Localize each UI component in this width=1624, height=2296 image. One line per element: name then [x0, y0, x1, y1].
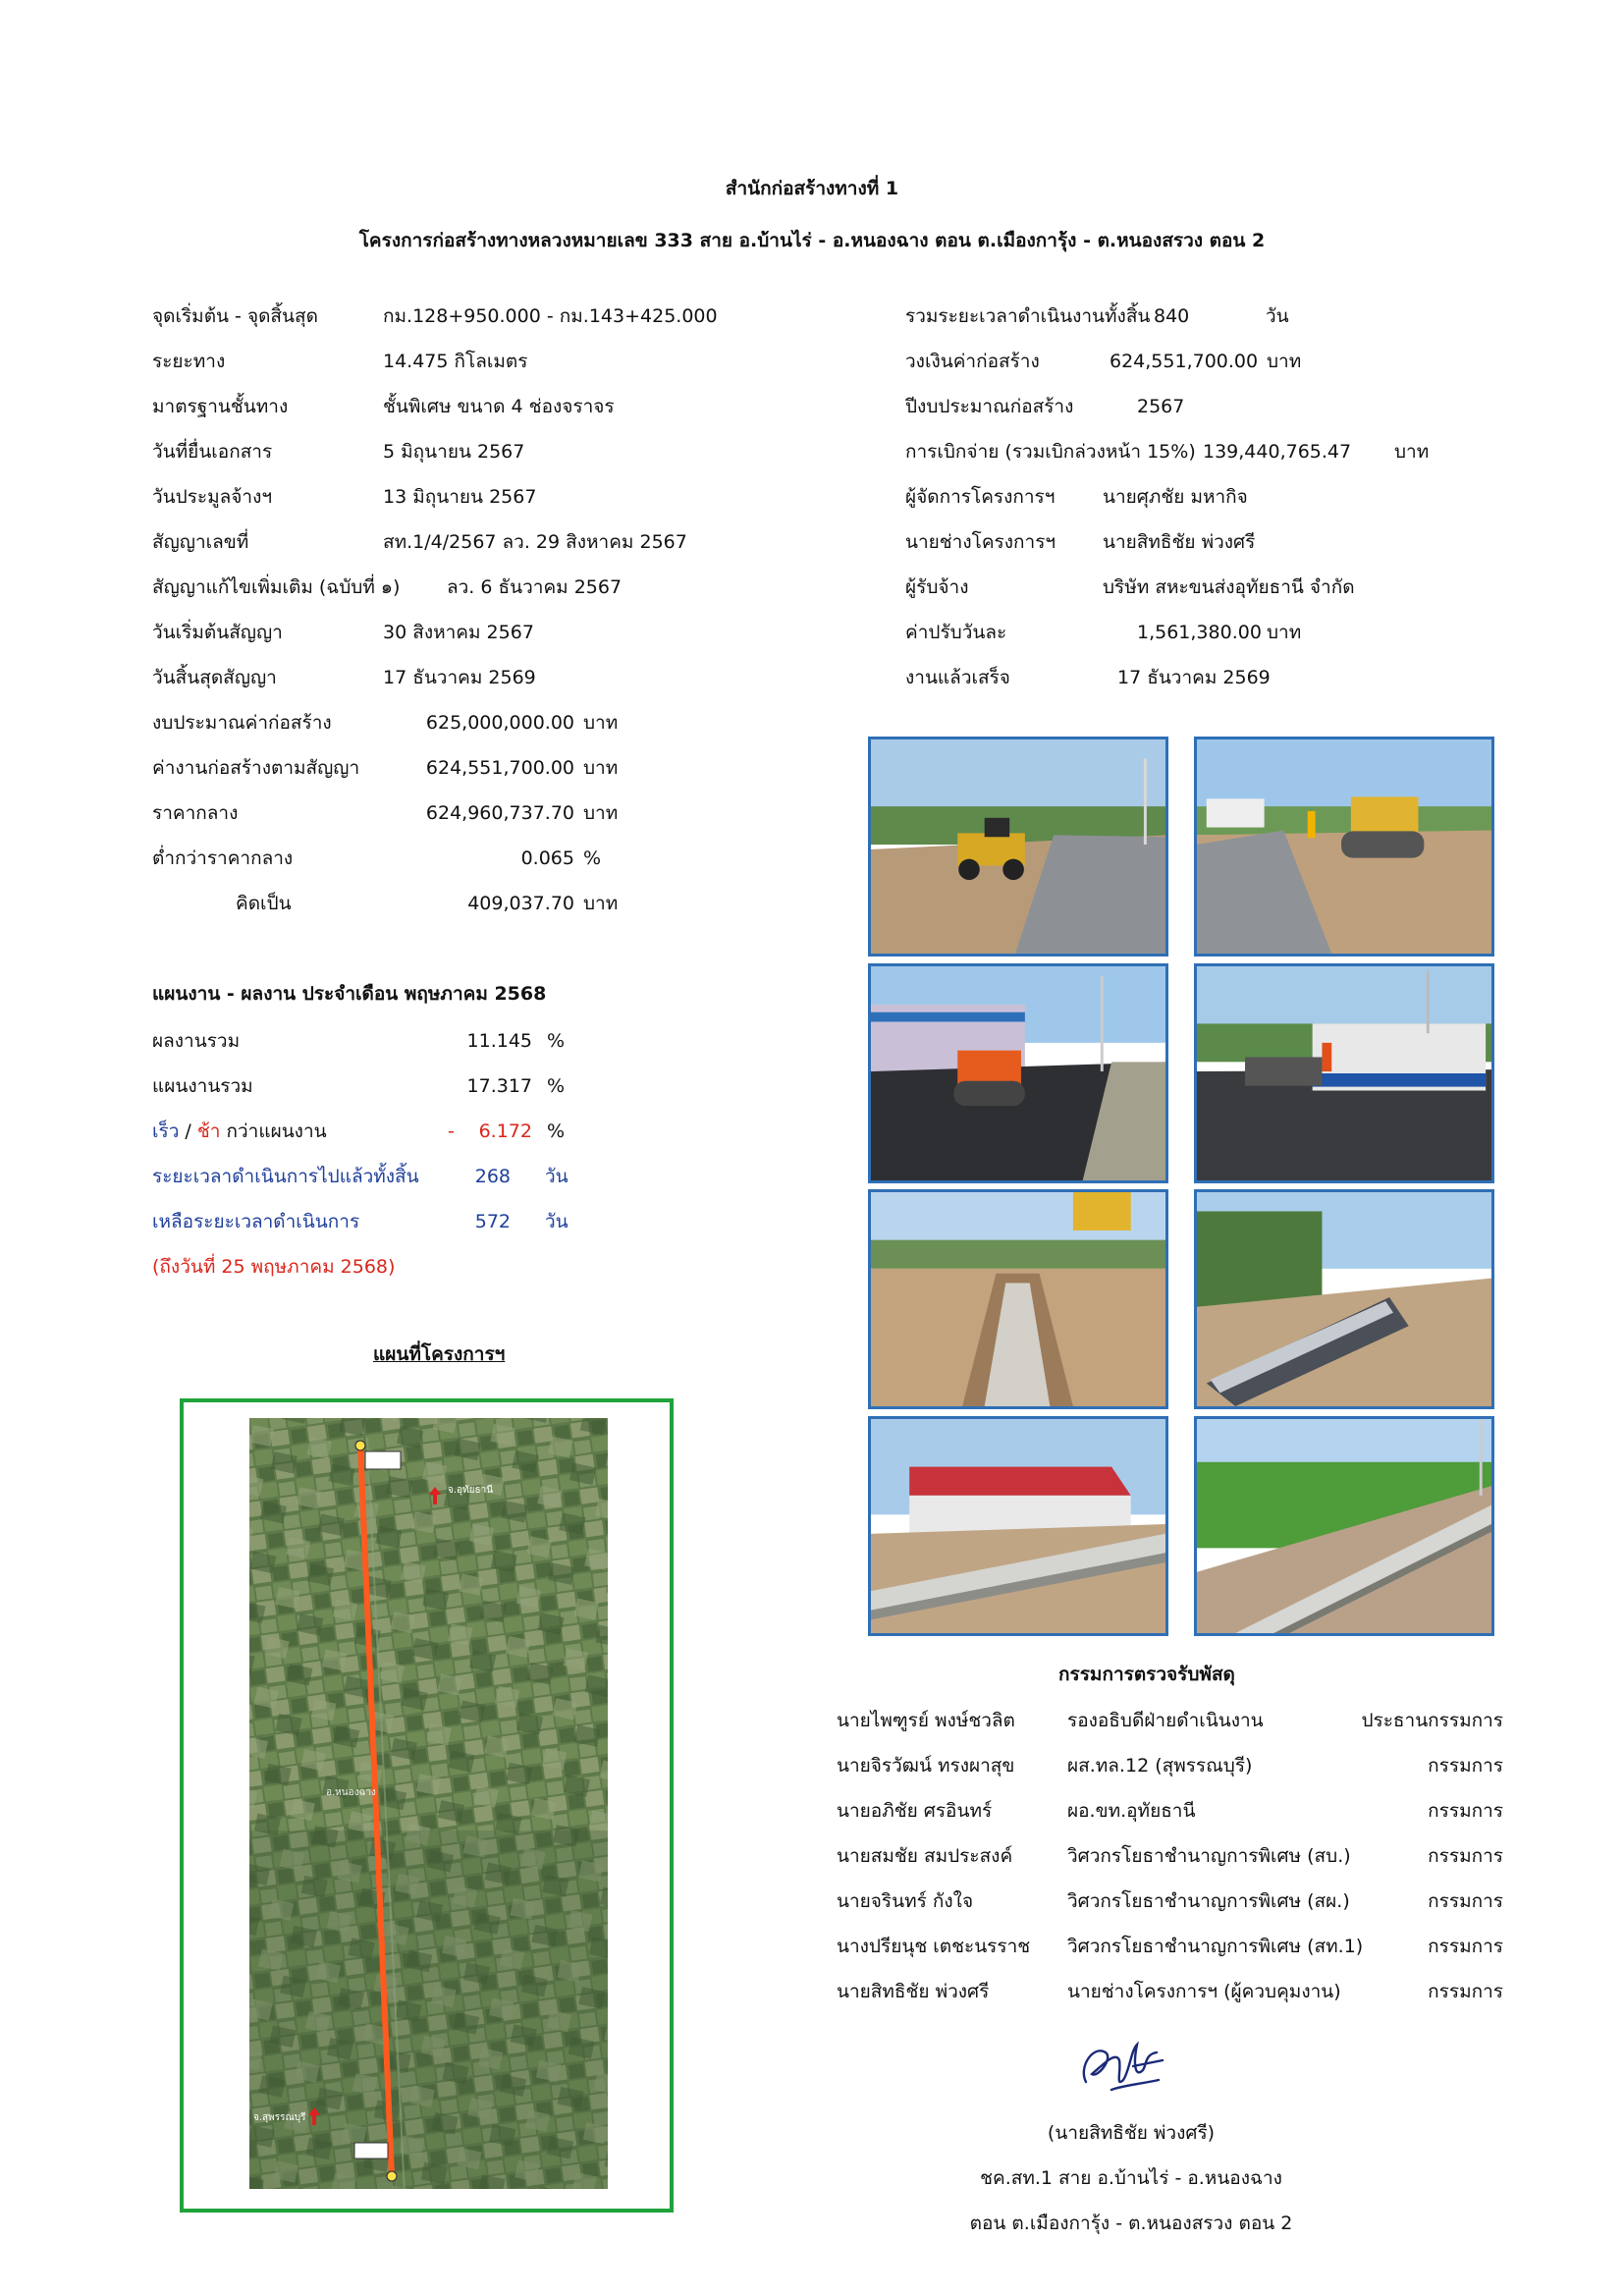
info-label: การเบิกจ่าย (รวมเบิกล่วงหน้า 15%)	[905, 441, 1196, 463]
diff-sign: -	[448, 1121, 455, 1142]
member-role: ประธานกรรมการ	[1361, 1710, 1503, 1731]
info-label: ปีงบประมาณก่อสร้าง	[905, 396, 1074, 417]
office-title: สำนักก่อสร้างทางที่ 1	[725, 178, 899, 199]
elapsed-value: 268	[474, 1166, 511, 1187]
photo-image	[1197, 739, 1491, 954]
plan-label: แผนงานรวม	[152, 1075, 253, 1097]
grader-on-road-photo	[868, 737, 1168, 957]
info-label: ผู้รับจ้าง	[905, 576, 969, 598]
member-role: กรรมการ	[1428, 1800, 1503, 1822]
budget-unit: บาท	[583, 893, 619, 914]
info-value: สท.1/4/2567 ลว. 29 สิงหาคม 2567	[383, 531, 687, 553]
south-label: จ.สุพรรณบุรี	[253, 2112, 306, 2123]
member-role: กรรมการ	[1428, 1936, 1503, 1957]
paver-truck-photo	[1194, 963, 1494, 1183]
remaining-value: 572	[474, 1211, 511, 1232]
info-value: 5 มิถุนายน 2567	[383, 441, 525, 463]
info-label: สัญญาเลขที่	[152, 531, 249, 553]
satellite-map	[249, 1418, 608, 2189]
as-of-date: (ถึงวันที่ 25 พฤษภาคม 2568)	[152, 1256, 396, 1278]
photo-image	[871, 1192, 1165, 1406]
budget-label: ค่างานก่อสร้างตามสัญญา	[152, 757, 360, 779]
budget-unit: %	[583, 847, 602, 869]
budget-unit: บาท	[583, 802, 619, 824]
member-role: กรรมการ	[1428, 1890, 1503, 1912]
budget-value: 624,551,700.00	[425, 757, 574, 779]
concrete-ditch-ricefield-photo	[1194, 1416, 1494, 1636]
budget-value: 409,037.70	[467, 893, 574, 914]
actual-label: ผลงานรวม	[152, 1030, 241, 1052]
budget-label: งบประมาณค่าก่อสร้าง	[152, 712, 332, 734]
slow-label: ช้า	[196, 1121, 221, 1142]
elapsed-unit: วัน	[545, 1166, 568, 1187]
member-name: นายจรินทร์ กังใจ	[837, 1890, 974, 1912]
info-value: 13 มิถุนายน 2567	[383, 486, 537, 508]
pipe-trench-photo	[868, 1189, 1168, 1409]
remaining-label: เหลือระยะเวลาดำเนินการ	[152, 1211, 360, 1232]
remaining-unit: วัน	[545, 1211, 568, 1232]
info-label: วันสิ้นสุดสัญญา	[152, 667, 277, 688]
info-value: 840	[1154, 305, 1190, 327]
info-label: วันประมูลจ้างฯ	[152, 486, 273, 508]
member-name: นายไพฑูรย์ พงษ์ชวลิต	[837, 1710, 1015, 1731]
info-label: นายช่างโครงการฯ	[905, 531, 1056, 553]
info-value: กม.128+950.000 - กม.143+425.000	[383, 305, 718, 327]
member-position: ผส.ทล.12 (สุพรรณบุรี)	[1067, 1755, 1253, 1777]
diff-unit: %	[547, 1121, 566, 1142]
plan-unit: %	[547, 1075, 566, 1097]
member-name: นางปรียนุช เตชะนรราช	[837, 1936, 1031, 1957]
info-value: นายสิทธิชัย พ่วงศรี	[1103, 531, 1256, 553]
info-value: 17 ธันวาคม 2569	[383, 667, 536, 688]
info-label: ค่าปรับวันละ	[905, 622, 1007, 643]
budget-label: ต่ำกว่าราคากลาง	[152, 847, 294, 869]
info-label: สัญญาแก้ไขเพิ่มเติม (ฉบับที่ ๑)	[152, 576, 401, 598]
budget-unit: บาท	[583, 757, 619, 779]
member-position: วิศวกรโยธาชำนาญการพิเศษ (สบ.)	[1067, 1845, 1351, 1867]
info-value: 17 ธันวาคม 2569	[1117, 667, 1271, 688]
actual-value: 11.145	[466, 1030, 532, 1052]
budget-label: คิดเป็น	[236, 893, 292, 914]
photo-image	[1197, 1419, 1491, 1633]
ahead-behind-label	[152, 1120, 327, 1143]
member-position: วิศวกรโยธาชำนาญการพิเศษ (สท.1)	[1067, 1936, 1364, 1957]
map-title: แผนที่โครงการฯ	[373, 1343, 506, 1365]
budget-label: ราคากลาง	[152, 802, 239, 824]
slash: /	[179, 1121, 197, 1142]
info-value: ชั้นพิเศษ ขนาด 4 ช่องจราจร	[383, 396, 615, 417]
info-unit: วัน	[1266, 305, 1289, 327]
signer-title-line2: ตอน ต.เมืองการุ้ง - ต.หนองสรวง ตอน 2	[969, 2213, 1293, 2234]
asphalt-roller-photo	[868, 963, 1168, 1183]
pipe-laying-photo	[1194, 1189, 1494, 1409]
project-map	[180, 1398, 674, 2213]
info-label: จุดเริ่มต้น - จุดสิ้นสุด	[152, 305, 318, 327]
elapsed-label: ระยะเวลาดำเนินการไปแล้วทั้งสิ้น	[152, 1166, 419, 1187]
budget-value: 0.065	[520, 847, 574, 869]
member-role: กรรมการ	[1428, 1981, 1503, 2002]
photo-image	[871, 1419, 1165, 1633]
info-value: 30 สิงหาคม 2567	[383, 622, 534, 643]
actual-unit: %	[547, 1030, 566, 1052]
info-unit: บาท	[1394, 441, 1430, 463]
info-value: ลว. 6 ธันวาคม 2567	[447, 576, 623, 598]
signer-name: (นายสิทธิชัย พ่วงศรี)	[1047, 2122, 1216, 2144]
budget-value: 625,000,000.00	[425, 712, 574, 734]
info-label: รวมระยะเวลาดำเนินงานทั้งสิ้น	[905, 305, 1151, 327]
north-label: จ.อุทัยธานี	[448, 1485, 494, 1496]
member-name: นายสมชัย สมประสงค์	[837, 1845, 1013, 1867]
fast-label: เร็ว	[152, 1121, 180, 1142]
info-label: งานแล้วเสร็จ	[905, 667, 1010, 688]
photo-image	[871, 966, 1165, 1180]
info-label: ระยะทาง	[152, 351, 226, 372]
plan-value: 17.317	[466, 1075, 532, 1097]
committee-title: กรรมการตรวจรับพัสดุ	[1058, 1664, 1235, 1685]
info-value: 2567	[1137, 396, 1185, 417]
member-name: นายอภิชัย ศรอินทร์	[837, 1800, 993, 1822]
roller-compacting-photo	[1194, 737, 1494, 957]
info-label: ผู้จัดการโครงการฯ	[905, 486, 1056, 508]
member-role: กรรมการ	[1428, 1755, 1503, 1777]
member-name: นายจิรวัฒน์ ทรงผาสุข	[837, 1755, 1015, 1777]
info-value: นายศุภชัย มหากิจ	[1103, 486, 1248, 508]
budget-value: 624,960,737.70	[425, 802, 574, 824]
info-label: วันเริ่มต้นสัญญา	[152, 622, 283, 643]
member-position: รองอธิบดีฝ่ายดำเนินงาน	[1067, 1710, 1264, 1731]
info-value: 139,440,765.47	[1203, 441, 1352, 463]
info-value: 14.475 กิโลเมตร	[383, 351, 528, 372]
photo-image	[871, 739, 1165, 954]
info-value: 1,561,380.00	[1137, 622, 1262, 643]
budget-unit: บาท	[583, 712, 619, 734]
concrete-ditch-warehouse-photo	[868, 1416, 1168, 1636]
compare-label: กว่าแผนงาน	[220, 1121, 327, 1142]
member-role: กรรมการ	[1428, 1845, 1503, 1867]
handwritten-signature	[1072, 2031, 1170, 2098]
info-unit: บาท	[1267, 351, 1302, 372]
map-graphic	[249, 1418, 608, 2189]
info-value: 624,551,700.00	[1110, 351, 1259, 372]
diff-value: 6.172	[478, 1121, 532, 1142]
photo-image	[1197, 1192, 1491, 1406]
info-label: วันที่ยื่นเอกสาร	[152, 441, 273, 463]
member-position: นายช่างโครงการฯ (ผู้ควบคุมงาน)	[1067, 1981, 1341, 2002]
photo-image	[1197, 966, 1491, 1180]
town-label: อ.หนองฉาง	[326, 1787, 376, 1798]
member-position: ผอ.ขท.อุทัยธานี	[1067, 1800, 1196, 1822]
info-label: วงเงินค่าก่อสร้าง	[905, 351, 1040, 372]
member-position: วิศวกรโยธาชำนาญการพิเศษ (สผ.)	[1067, 1890, 1350, 1912]
member-name: นายสิทธิชัย พ่วงศรี	[837, 1981, 990, 2002]
progress-title: แผนงาน - ผลงาน ประจำเดือน พฤษภาคม 2568	[152, 983, 547, 1005]
info-value: บริษัท สหะขนส่งอุทัยธานี จำกัด	[1103, 576, 1355, 598]
project-title: โครงการก่อสร้างทางหลวงหมายเลข 333 สาย อ.บ้านไร่ - อ.หนองฉาง ตอน ต.เมืองการุ้ง - ต.หนองสรวง ตอน 2	[358, 230, 1266, 251]
signer-title-line1: ชค.สท.1 สาย อ.บ้านไร่ - อ.หนองฉาง	[980, 2167, 1282, 2189]
info-unit: บาท	[1267, 622, 1302, 643]
info-label: มาตรฐานชั้นทาง	[152, 396, 289, 417]
